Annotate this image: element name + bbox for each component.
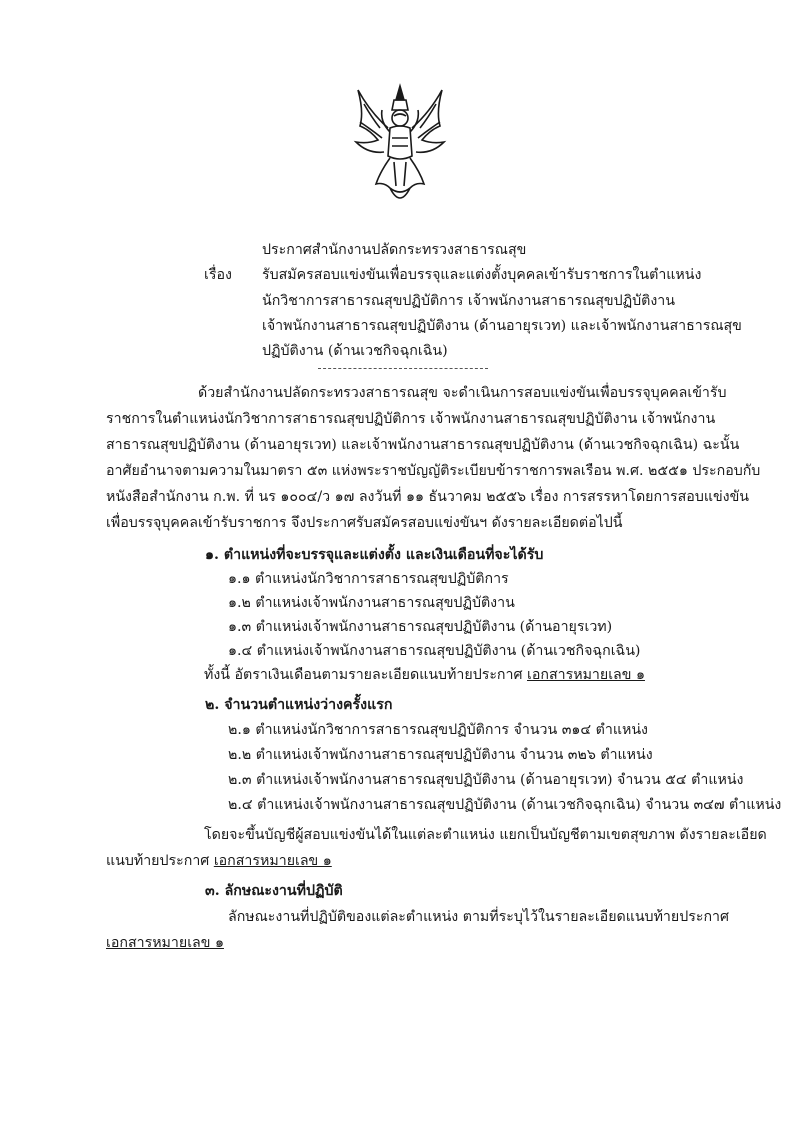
intro-line-1: ด้วยสำนักงานปลัดกระทรวงสาธารณสุข จะดำเนินการสอบแข่งขันเพื่อบรรจุบุคคลเข้ารับ [198,385,727,401]
section2-heading: ๒. จำนวนตำแหน่งว่างครั้งแรก [205,697,393,713]
intro-line-3: สาธารณสุขปฏิบัติงาน (ด้านอายุรเวท) และเจ้าพนักงานสาธารณสุขปฏิบัติงาน (ด้านเวชกิจฉุกเฉิน) ฉะนั้น [106,437,740,453]
header-divider [318,368,488,369]
section1-item-2: ๑.๒ ตำแหน่งเจ้าพนักงานสาธารณสุขปฏิบัติงาน [228,595,515,611]
subject-line-1: รับสมัครสอบแข่งขันเพื่อบรรจุและแต่งตั้งบุคคลเข้ารับราชการในตำแหน่ง [262,267,702,283]
section2-item-4: ๒.๔ ตำแหน่งเจ้าพนักงานสาธารณสุขปฏิบัติงาน (ด้านเวชกิจฉุกเฉิน) จำนวน ๓๔๗ ตำแหน่ง [228,797,782,813]
issuer-title: ประกาศสำนักงานปลัดกระทรวงสาธารณสุข [262,242,527,258]
section1-item-4: ๑.๔ ตำแหน่งเจ้าพนักงานสาธารณสุขปฏิบัติงาน (ด้านเวชกิจฉุกเฉิน) [228,643,641,659]
section2-item-3: ๒.๓ ตำแหน่งเจ้าพนักงานสาธารณสุขปฏิบัติงาน (ด้านอายุรเวท) จำนวน ๕๔ ตำแหน่ง [228,772,744,788]
subject-line-2: นักวิชาการสาธารณสุขปฏิบัติการ เจ้าพนักงานสาธารณสุขปฏิบัติงาน [262,293,675,309]
section1-note [204,664,645,686]
section2-note-line-2 [106,850,332,872]
section2-item-2: ๒.๒ ตำแหน่งเจ้าพนักงานสาธารณสุขปฏิบัติงาน จำนวน ๓๒๖ ตำแหน่ง [228,747,653,763]
section1-heading: ๑. ตำแหน่งที่จะบรรจุและแต่งตั้ง และเงินเดือนที่จะได้รับ [205,547,544,563]
garuda-emblem [350,82,450,212]
section1-item-1: ๑.๑ ตำแหน่งนักวิชาการสาธารณสุขปฏิบัติการ [228,571,509,587]
section2-note-line-1: โดยจะขึ้นบัญชีผู้สอบแข่งขันได้ในแต่ละตำแหน่ง แยกเป็นบัญชีตามเขตสุขภาพ ดังรายละเอียด [204,827,767,843]
subject-line-3: เจ้าพนักงานสาธารณสุขปฏิบัติงาน (ด้านอายุรเวท) และเจ้าพนักงานสาธารณสุข [262,318,742,334]
subject-label: เรื่อง [204,267,232,283]
intro-line-4: อาศัยอำนาจตามความในมาตรา ๕๓ แห่งพระราชบัญญัติระเบียบข้าราชการพลเรือน พ.ศ. ๒๕๕๑ ประกอบกับ [106,463,761,479]
section1-note-text: ทั้งนี้ อัตราเงินเดือนตามรายละเอียดแนบท้ายประกาศ [204,667,528,683]
section3-line-1: ลักษณะงานที่ปฏิบัติของแต่ละตำแหน่ง ตามที่ระบุไว้ในรายละเอียดแนบท้ายประกาศ [228,909,730,925]
section1-note-doc-ref: เอกสารหมายเลข ๑ [527,667,645,683]
section1-item-3: ๑.๓ ตำแหน่งเจ้าพนักงานสาธารณสุขปฏิบัติงาน (ด้านอายุรเวท) [228,619,613,635]
section2-note-doc-ref: เอกสารหมายเลข ๑ [213,853,332,869]
intro-line-2: ราชการในตำแหน่งนักวิชาการสาธารณสุขปฏิบัติการ เจ้าพนักงานสาธารณสุขปฏิบัติงาน เจ้าพนักงาน [106,411,716,427]
subject-line-4: ปฏิบัติงาน (ด้านเวชกิจฉุกเฉิน) [262,343,448,359]
section3-doc-ref: เอกสารหมายเลข ๑ [106,935,224,951]
section3-heading: ๓. ลักษณะงานที่ปฏิบัติ [205,883,343,899]
section2-item-1: ๒.๑ ตำแหน่งนักวิชาการสาธารณสุขปฏิบัติการ จำนวน ๓๑๔ ตำแหน่ง [228,722,648,738]
intro-line-5: หนังสือสำนักงาน ก.พ. ที่ นร ๑๐๐๔/ว ๑๗ ลงวันที่ ๑๑ ธันวาคม ๒๕๕๖ เรื่อง การสรรหาโดยการสอบแข่งขัน [106,489,749,505]
intro-line-6: เพื่อบรรจุบุคคลเข้ารับราชการ จึงประกาศรับสมัครสอบแข่งขันฯ ดังรายละเอียดต่อไปนี้ [106,515,623,531]
section2-note-text: แนบท้ายประกาศ [106,853,214,869]
